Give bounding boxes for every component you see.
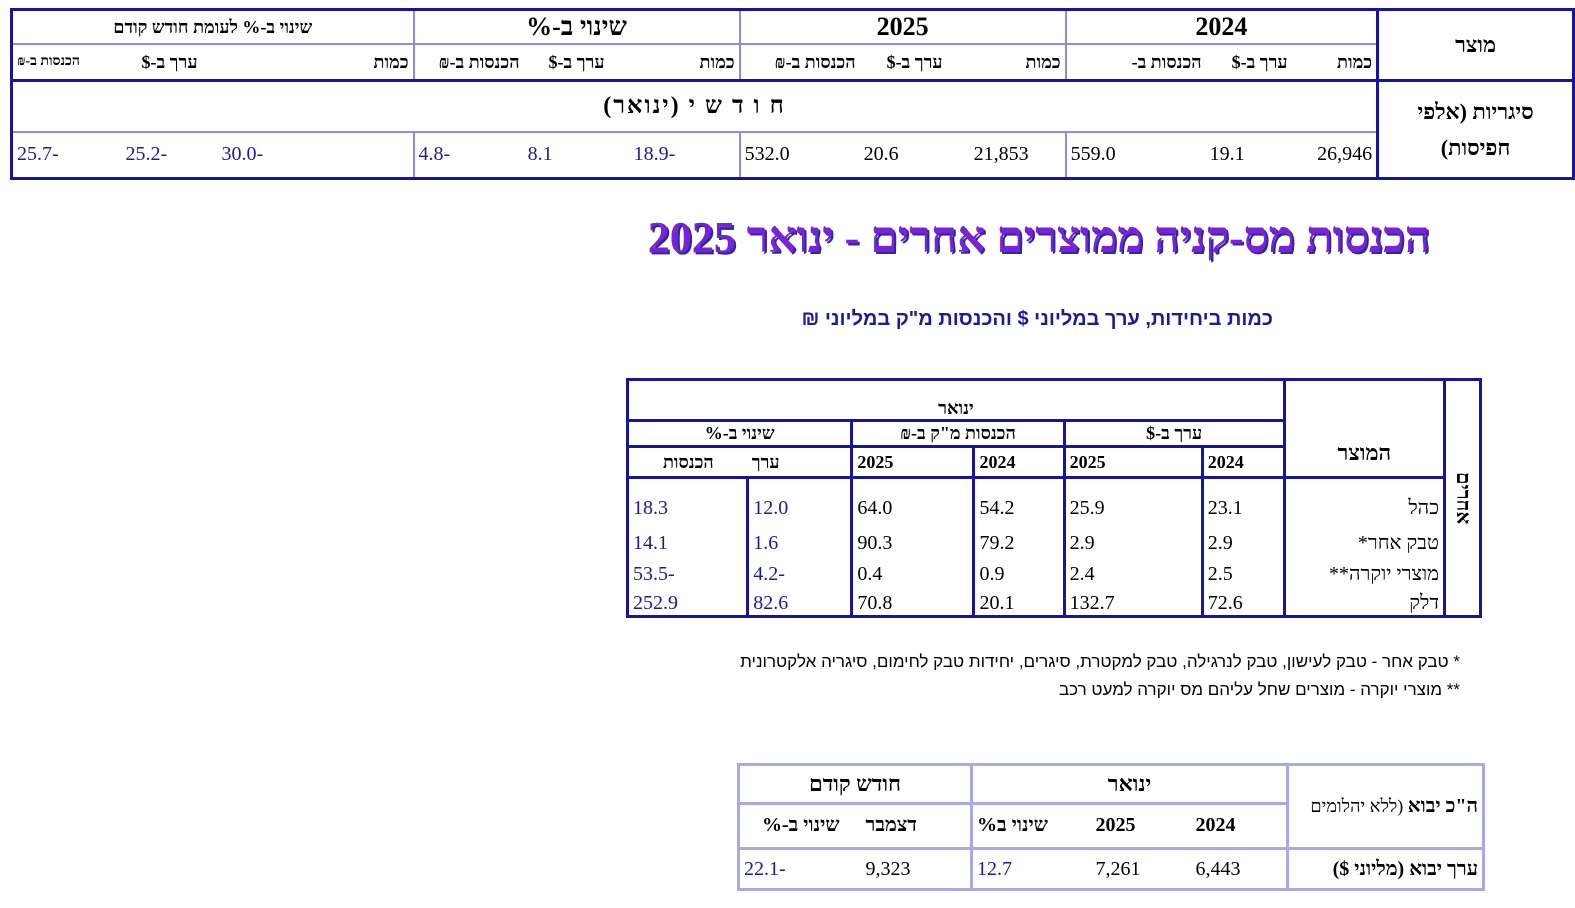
others-col-chg-value: ערך: [748, 447, 852, 478]
imports-header-rest: (ללא יהלומים: [1310, 796, 1408, 816]
footnote-other-tobacco: * טבק אחר - טבק לעישון, טבק לנרגילה, טבק למקטרת, סיגרים, יחידות טבק לחימום, סיגריה אלקטרונית: [740, 652, 1460, 671]
qty-2024-value: 26,946: [1317, 143, 1373, 166]
others-cell: 70.8: [852, 586, 974, 617]
others-cell: 82.6: [748, 586, 852, 617]
col-revenue-2024: הכנסות ב-: [1066, 44, 1206, 81]
page-subtitle: כמות ביחידות, ערך במליוני $ והכנסות מ"ק במליוני ₪: [801, 308, 1273, 330]
others-cell: 2.5: [1202, 555, 1284, 586]
others-cell: 0.9: [974, 555, 1064, 586]
others-cell: 132.7: [1064, 586, 1202, 617]
imports-december: 9,323: [865, 857, 911, 880]
others-cell: -53.5: [633, 562, 675, 585]
col-qty-2025: כמות: [970, 44, 1066, 81]
col-revenue-prev: הכנסות ב-₪: [12, 44, 122, 81]
value-2024-value: 19.1: [1209, 143, 1245, 166]
imports-change: 12.7: [972, 849, 1092, 890]
imports-prev-month-header: חודש קודם: [739, 765, 972, 804]
value-prev-value: -25.2: [125, 143, 168, 166]
others-cell: 23.1: [1202, 478, 1284, 521]
others-change-pct-header: שינוי ב-%: [628, 420, 852, 447]
imports-header-label: [1288, 765, 1484, 849]
qty-2025-value: 21,853: [973, 143, 1029, 166]
col-revenue-2025: הכנסות ב-₪: [740, 44, 860, 81]
others-january-header: ינואר: [628, 380, 1285, 421]
imports-change-prev: -22.1: [744, 857, 786, 880]
others-col-chg-revenue: הכנסות: [628, 447, 748, 478]
revenue-2024-value: 559.0: [1066, 132, 1206, 179]
col-revenue-change: הכנסות ב-₪: [414, 44, 524, 81]
col-value-change: ערך ב-$: [524, 44, 630, 81]
footnote-luxury: ** מוצרי יוקרה - מוצרים שחל עליהם מס יוקרה למעט רכב: [1059, 680, 1460, 699]
others-cell: 90.3: [852, 520, 974, 555]
col-qty-prev: כמות: [218, 44, 414, 81]
imports-col-december: דצמבר: [862, 803, 972, 848]
others-col-value-2024: 2024: [1202, 447, 1284, 478]
col-value-2024: ערך ב-$: [1206, 44, 1314, 81]
col-qty-2024: כמות: [1314, 44, 1378, 81]
change-prev-month-header: שינוי ב-% לעומת חודש קודם: [12, 10, 414, 45]
imports-col-2024: 2024: [1192, 803, 1288, 848]
revenue-change-value: -4.8: [414, 132, 524, 179]
others-cell: 54.2: [974, 478, 1064, 521]
col-value-prev: ערך ב-$: [122, 44, 218, 81]
qty-change-value: -18.9: [633, 143, 676, 166]
others-cell: 1.6: [748, 520, 852, 555]
others-col-value-2025: 2025: [1064, 447, 1202, 478]
others-cell: 14.1: [633, 532, 668, 555]
product-header: מוצר: [1378, 10, 1574, 81]
imports-col-2025: 2025: [1092, 803, 1192, 848]
qty-prev-value: -30.0: [221, 143, 264, 166]
value-change-value: 8.1: [527, 143, 553, 166]
imports-value-2024: 6,443: [1195, 857, 1241, 880]
value-2025-value: 20.6: [863, 143, 899, 166]
imports-table: [737, 763, 1485, 891]
others-row-name: טבק אחר*: [1284, 520, 1444, 555]
others-cell: 25.9: [1064, 478, 1202, 521]
others-cell: 79.2: [974, 520, 1064, 555]
others-cell: 12.0: [748, 478, 852, 521]
others-cell: 2.9: [1064, 520, 1202, 555]
imports-header-bold: ה"כ יבוא: [1407, 795, 1479, 817]
others-row-name: דלק: [1284, 586, 1444, 617]
others-row-name: מוצרי יוקרה**: [1284, 555, 1444, 586]
others-value-usd-header: ערך ב-$: [1064, 420, 1284, 447]
imports-col-change: שינוי ב%: [972, 803, 1092, 848]
others-cell: 72.6: [1202, 586, 1284, 617]
others-row-name: כהל: [1284, 478, 1444, 521]
others-cell: -4.2: [748, 555, 852, 586]
imports-row-label: ערך יבוא (מליוני $): [1288, 849, 1484, 890]
others-product-header: המוצר: [1284, 380, 1444, 478]
year-2024-header: 2024: [1066, 10, 1378, 45]
others-side-label: אחרים: [1444, 380, 1480, 617]
others-table: [626, 378, 1482, 618]
imports-january-header: ינואר: [972, 765, 1288, 804]
others-cell: 0.4: [852, 555, 974, 586]
others-revenue-ils-header: הכנסות מ"ק ב-₪: [852, 420, 1064, 447]
others-cell: 64.0: [852, 478, 974, 521]
year-2025-header: 2025: [740, 10, 1066, 45]
monthly-label: ח ו ד ש י (ינואר): [12, 81, 1378, 132]
others-cell: 2.9: [1202, 520, 1284, 555]
page-title: הכנסות מס-קניה ממוצרים אחרים - ינואר 2025: [647, 213, 1430, 262]
revenue-prev-value: -25.7: [17, 143, 59, 166]
others-cell: 252.9: [633, 592, 678, 614]
others-cell: 2.4: [1064, 555, 1202, 586]
others-col-rev-2024: 2024: [974, 447, 1064, 478]
change-pct-header: שינוי ב-%: [414, 10, 740, 45]
imports-value-2025: 7,261: [1095, 857, 1141, 880]
others-col-rev-2025: 2025: [852, 447, 974, 478]
col-value-2025: ערך ב-$: [860, 44, 970, 81]
imports-col-change-prev: שינוי ב-%: [739, 803, 862, 848]
revenue-2025-value: 532.0: [740, 132, 860, 179]
col-qty-change: כמות: [630, 44, 740, 81]
cigarettes-table: [10, 8, 1575, 180]
cigarettes-row-label: סיגריות (אלפי חפיסות): [1378, 81, 1574, 179]
others-cell: 18.3: [633, 497, 668, 520]
others-cell: 20.1: [974, 586, 1064, 617]
